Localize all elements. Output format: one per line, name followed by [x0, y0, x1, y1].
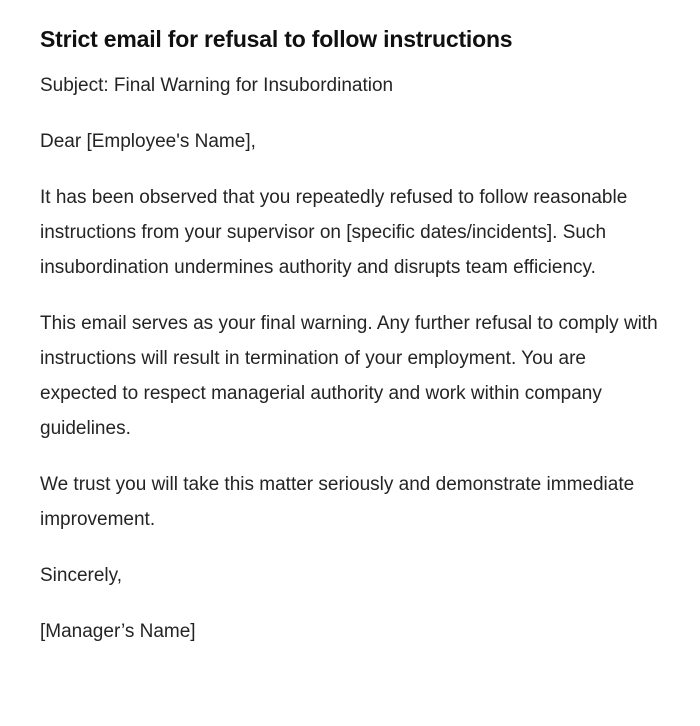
email-body-paragraph-3: We trust you will take this matter seriously and demonstrate immediate improvement.: [40, 474, 635, 530]
article-title: Strict email for refusal to follow instructions: [40, 26, 513, 52]
email-signature-placeholder: [Manager’s Name]: [40, 621, 196, 642]
email-subject-line: Subject: Final Warning for Insubordination: [40, 75, 394, 96]
email-body-paragraph-1: It has been observed that you repeatedly refused to follow reasonable instructions from your supervisor on [specific dates/incidents]. Such insubordination undermines authority and disrupts team efficiency.: [40, 187, 628, 278]
email-body-paragraph-2: This email serves as your final warning. Any further refusal to comply with instructions will result in termination of your employment. You are expected to respect managerial authority and work within company guidelines.: [40, 313, 658, 439]
email-salutation: Dear [Employee's Name],: [40, 131, 256, 152]
email-closing: Sincerely,: [40, 565, 123, 586]
